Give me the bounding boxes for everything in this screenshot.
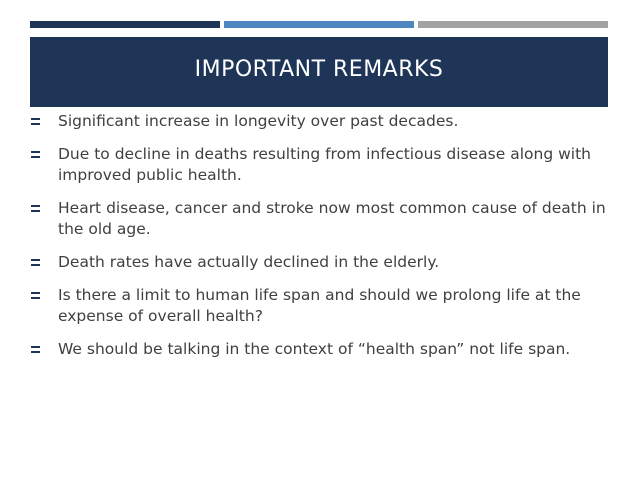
bullet-text: Death rates have actually declined in the elderly. [58, 253, 440, 271]
bullet-text: Due to decline in deaths resulting from infectious disease along with improved public health. [58, 145, 591, 184]
bullet-list [31, 111, 606, 372]
accent-bar-gray [418, 21, 608, 28]
bullet-marker-icon [31, 118, 40, 125]
bullet-marker-icon [31, 205, 40, 212]
bullet-item [31, 285, 606, 327]
bullet-marker-icon [31, 151, 40, 158]
bullet-text: Heart disease, cancer and stroke now most common cause of death in the old age. [58, 199, 606, 238]
title-band [30, 37, 608, 107]
bullet-item [31, 252, 606, 273]
bullet-text: We should be talking in the context of “health span” not life span. [58, 340, 571, 358]
bullet-marker-icon [31, 292, 40, 299]
bullet-text: Significant increase in longevity over past decades. [58, 112, 459, 130]
bullet-item [31, 339, 606, 360]
accent-bar-blue [224, 21, 414, 28]
bullet-marker-icon [31, 259, 40, 266]
bullet-item [31, 111, 606, 132]
slide-title: IMPORTANT REMARKS [194, 57, 444, 82]
accent-bar-navy [30, 21, 220, 28]
bullet-marker-icon [31, 346, 40, 353]
bullet-text: Is there a limit to human life span and should we prolong life at the expense of overall health? [58, 286, 581, 325]
bullet-item [31, 198, 606, 240]
top-accent-bars [30, 21, 608, 28]
bullet-item [31, 144, 606, 186]
